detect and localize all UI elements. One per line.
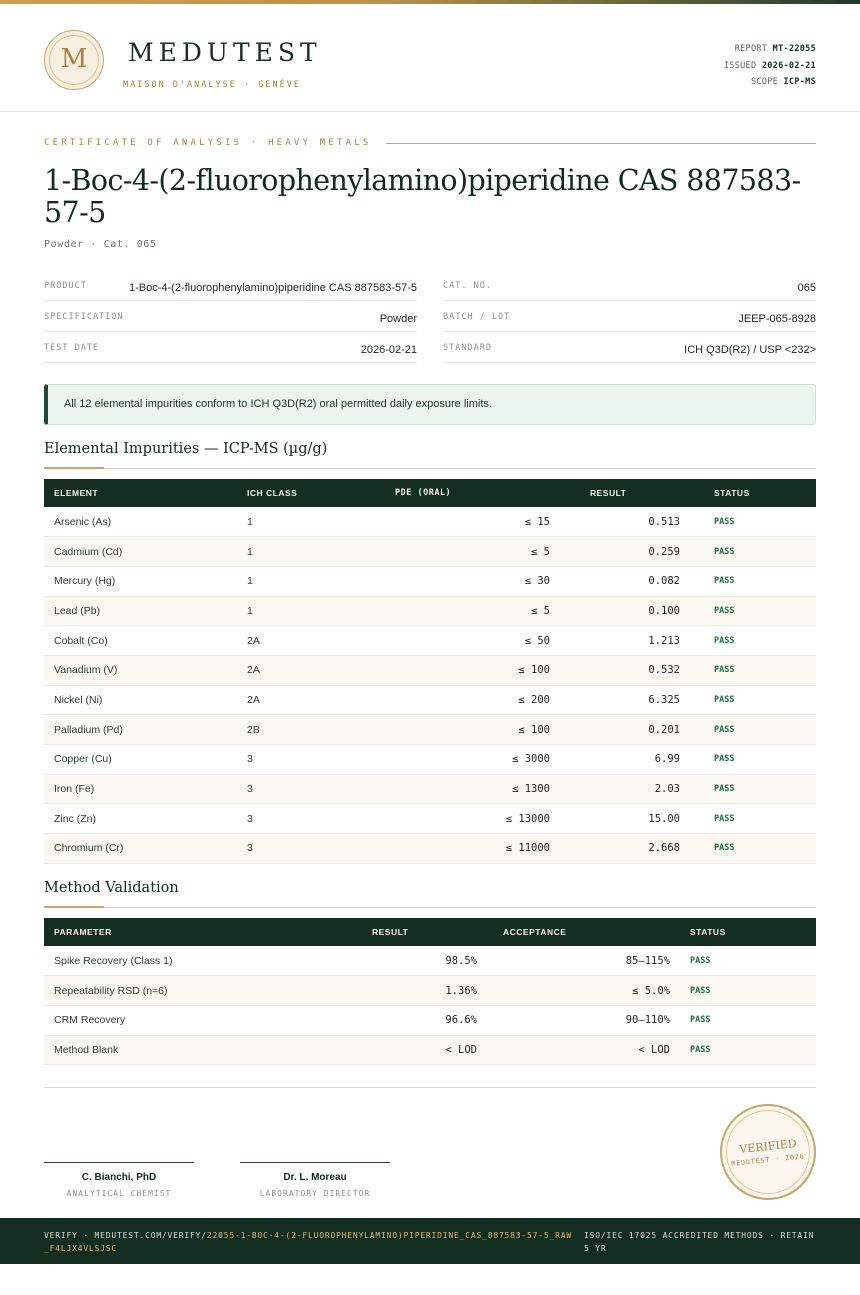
pde-limit: ≤ 30 (357, 566, 560, 596)
result-value: 98.5% (327, 946, 487, 976)
element-name: Vanadium (V) (44, 655, 237, 685)
acceptance-criteria: ≤ 5.0% (487, 976, 680, 1006)
signatory-name: C. Bianchi, PhD (81, 1172, 157, 1183)
result-value: 6.99 (560, 745, 690, 775)
result-value: 0.100 (560, 596, 690, 626)
ich-class: 2A (237, 655, 357, 685)
table-row (44, 1035, 816, 1065)
report-header (0, 4, 860, 112)
impurities-section-title: Elemental Impurities — ICP-MS (µg/g) (44, 441, 328, 457)
ich-class: 3 (237, 745, 357, 775)
status-badge: PASS (690, 626, 816, 656)
stamp-subtext: MEDUTEST · 2026 (730, 1152, 806, 1168)
status-badge: PASS (690, 507, 816, 537)
product-info-grid (44, 270, 816, 363)
element-name: Cobalt (Co) (44, 626, 237, 656)
table-row (44, 976, 816, 1006)
result-value: 1.36% (327, 976, 487, 1006)
result-value: 1.213 (560, 626, 690, 656)
table-row (44, 537, 816, 567)
status-badge: PASS (690, 685, 816, 715)
table-row (44, 596, 816, 626)
report-number: MT-22055 (772, 44, 816, 54)
table-header-row (44, 918, 816, 946)
pde-limit: ≤ 50 (357, 626, 560, 656)
pde-limit: ≤ 11000 (357, 834, 560, 864)
result-value: 0.201 (560, 715, 690, 745)
info-label: CAT. NO. (443, 281, 492, 291)
pde-limit: ≤ 1300 (357, 774, 560, 804)
result-value: 2.668 (560, 834, 690, 864)
result-value: < LOD (327, 1035, 487, 1065)
pde-limit: ≤ 100 (357, 655, 560, 685)
info-value: 2026-02-21 (360, 343, 417, 356)
signature-block (240, 1162, 390, 1198)
status-badge: PASS (680, 946, 816, 976)
accreditation-note: ISO/IEC 17025 ACCREDITED METHODS · RETAIN 5 YR (584, 1231, 815, 1253)
parameter-name: Spike Recovery (Class 1) (44, 946, 327, 976)
table-row (44, 946, 816, 976)
acceptance-criteria: < LOD (487, 1035, 680, 1065)
brand-name: MEDUTEST (128, 38, 322, 67)
info-row (443, 270, 816, 301)
pde-limit: ≤ 15 (357, 507, 560, 537)
pde-limit: ≤ 100 (357, 715, 560, 745)
column-header: ELEMENT (54, 488, 99, 498)
ich-class: 2A (237, 626, 357, 656)
certificate-type: CERTIFICATE OF ANALYSIS · HEAVY METALS (44, 138, 372, 148)
column-header: RESULT (372, 927, 409, 937)
result-value: 0.082 (560, 566, 690, 596)
pde-limit: ≤ 5 (357, 537, 560, 567)
info-value: Powder (379, 312, 417, 325)
table-row (44, 774, 816, 804)
info-row (443, 301, 816, 332)
table-row (44, 834, 816, 864)
issued-date: 2026-02-21 (761, 60, 816, 71)
result-value: 2.03 (560, 774, 690, 804)
column-header: RESULT (590, 488, 627, 498)
status-badge: PASS (690, 834, 816, 864)
status-badge: PASS (680, 976, 816, 1006)
element-name: Iron (Fe) (44, 774, 237, 804)
column-header: PDE (ORAL) (395, 488, 452, 498)
result-value: 6.325 (560, 685, 690, 715)
ich-class: 3 (237, 834, 357, 864)
scope-line (724, 74, 816, 91)
status-badge: PASS (690, 715, 816, 745)
brand-seal-logo (44, 30, 104, 90)
signatory-role: ANALYTICAL CHEMIST (66, 1189, 172, 1198)
element-name: Nickel (Ni) (44, 685, 237, 715)
stamp-text: VERIFIED (738, 1137, 798, 1156)
ich-class: 3 (237, 774, 357, 804)
signature-block (44, 1162, 194, 1198)
element-name: Chromium (Cr) (44, 834, 237, 864)
ich-class: 1 (237, 566, 357, 596)
pde-limit: ≤ 13000 (357, 804, 560, 834)
status-badge: PASS (690, 804, 816, 834)
brand-tagline: MAISON D'ANALYSE · GENÈVE (123, 80, 301, 90)
info-row (44, 332, 417, 363)
table-row (44, 804, 816, 834)
info-label: BATCH / LOT (443, 312, 511, 322)
element-name: Mercury (Hg) (44, 566, 237, 596)
table-row (44, 655, 816, 685)
verify-link[interactable] (44, 1230, 574, 1255)
result-value: 15.00 (560, 804, 690, 834)
info-value: ICH Q3D(R2) / USP <232> (684, 343, 816, 356)
table-row (44, 745, 816, 775)
signatory-role: LABORATORY DIRECTOR (259, 1189, 371, 1198)
status-badge: PASS (690, 537, 816, 567)
column-header: PARAMETER (54, 927, 112, 937)
info-value: 1-Boc-4-(2-fluorophenylamino)piperidine CAS 887583-57-5 (129, 281, 417, 294)
ich-class: 1 (237, 537, 357, 567)
info-row (44, 301, 417, 332)
conformance-notice: All 12 elemental impurities conform to ICH Q3D(R2) oral permitted daily exposure limits. (44, 384, 816, 425)
pde-limit: ≤ 200 (357, 685, 560, 715)
scope-label: SCOPE (750, 77, 779, 87)
ich-class: 3 (237, 804, 357, 834)
parameter-name: Method Blank (44, 1035, 327, 1065)
ich-class: 2B (237, 715, 357, 745)
element-name: Cadmium (Cd) (44, 537, 237, 567)
pde-limit: ≤ 5 (357, 596, 560, 626)
ich-class: 1 (237, 596, 357, 626)
verified-stamp (720, 1104, 816, 1200)
table-row (44, 507, 816, 537)
certificate-eyebrow (44, 138, 816, 148)
column-header: STATUS (714, 488, 750, 498)
validation-section-title: Method Validation (44, 880, 179, 896)
status-badge: PASS (690, 745, 816, 775)
report-number-line (724, 41, 816, 58)
table-row (44, 566, 816, 596)
table-row (44, 1005, 816, 1035)
info-row (443, 332, 816, 363)
acceptance-criteria: 85–115% (487, 946, 680, 976)
column-header: STATUS (690, 927, 726, 937)
status-badge: PASS (690, 774, 816, 804)
verify-code: 22055-1-BOC-4-(2-FLUOROPHENYLAMINO)PIPERIDINE_CAS_887583-57-5_RAW_F4LJX4VLSJSC (44, 1231, 572, 1253)
parameter-name: Repeatability RSD (n=6) (44, 976, 327, 1006)
element-name: Copper (Cu) (44, 745, 237, 775)
result-value: 96.6% (327, 1005, 487, 1035)
status-badge: PASS (680, 1005, 816, 1035)
result-value: 0.513 (560, 507, 690, 537)
column-header: ACCEPTANCE (503, 927, 567, 937)
status-badge: PASS (690, 655, 816, 685)
impurities-section-rule (44, 468, 816, 469)
status-badge: PASS (690, 566, 816, 596)
status-badge: PASS (690, 596, 816, 626)
signature-divider (44, 1087, 816, 1088)
brand-initial: M (60, 44, 88, 74)
pde-limit: ≤ 3000 (357, 745, 560, 775)
table-row (44, 626, 816, 656)
info-label: TEST DATE (44, 343, 100, 353)
ich-class: 2A (237, 685, 357, 715)
report-meta (724, 41, 816, 91)
verify-prefix: VERIFY · MEDUTEST.COM/VERIFY/ (44, 1231, 207, 1240)
table-row (44, 715, 816, 745)
issued-date-line (724, 58, 816, 75)
scope-value: ICP-MS (783, 77, 816, 87)
impurities-table (44, 479, 816, 864)
info-row (44, 270, 417, 301)
element-name: Arsenic (As) (44, 507, 237, 537)
eyebrow-divider (386, 143, 816, 144)
info-label: PRODUCT (44, 281, 87, 291)
info-label: STANDARD (443, 343, 492, 353)
element-name: Palladium (Pd) (44, 715, 237, 745)
parameter-name: CRM Recovery (44, 1005, 327, 1035)
product-subtitle: Powder · Cat. 065 (44, 239, 157, 250)
signatory-name: Dr. L. Moreau (283, 1172, 347, 1183)
status-badge: PASS (680, 1035, 816, 1065)
element-name: Zinc (Zn) (44, 804, 237, 834)
product-title: 1-Boc-4-(2-fluorophenylamino)piperidine CAS 887583-57-5 (44, 164, 801, 229)
info-value: 065 (797, 281, 816, 294)
result-value: 0.532 (560, 655, 690, 685)
info-value: JEEP-065-8928 (738, 312, 816, 325)
issued-label: ISSUED (723, 60, 757, 71)
footer-bar (0, 1218, 860, 1264)
report-number-label: REPORT (734, 44, 768, 54)
element-name: Lead (Pb) (44, 596, 237, 626)
column-header: ICH CLASS (247, 488, 298, 498)
acceptance-criteria: 90–110% (487, 1005, 680, 1035)
result-value: 0.259 (560, 537, 690, 567)
table-row (44, 685, 816, 715)
validation-section-rule (44, 907, 816, 908)
info-column-left (44, 270, 417, 363)
info-column-right (443, 270, 816, 363)
ich-class: 1 (237, 507, 357, 537)
validation-table (44, 918, 816, 1065)
info-label: SPECIFICATION (44, 312, 124, 322)
table-header-row (44, 479, 816, 507)
